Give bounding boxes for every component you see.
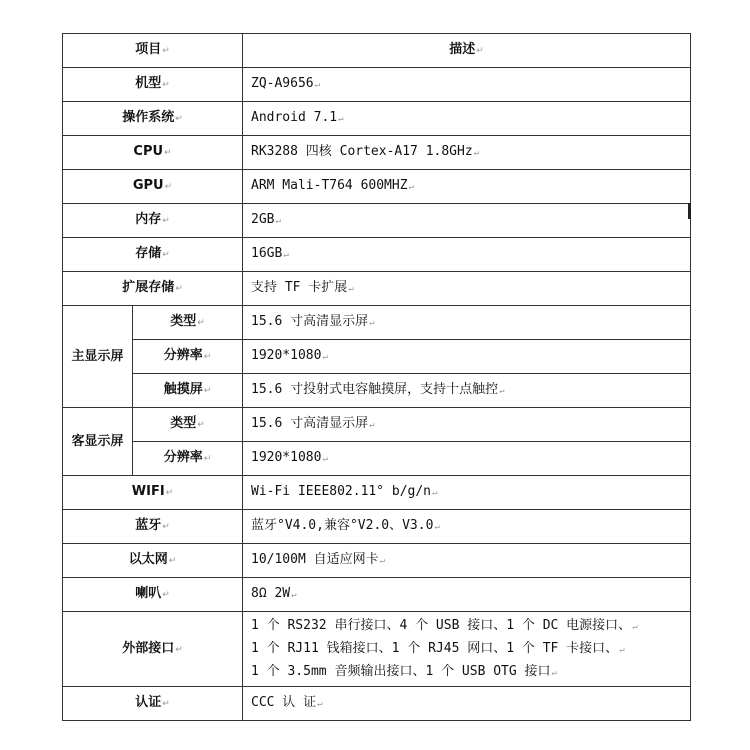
ext-storage-label: 扩展存储 (122, 280, 175, 295)
paragraph-mark-icon: ↵ (162, 216, 170, 226)
spec-table (62, 33, 691, 721)
table-row (63, 612, 691, 687)
paragraph-mark-icon: ↵ (203, 352, 212, 362)
main-display-label: 主显示屏 (71, 348, 124, 364)
table-row (63, 687, 691, 721)
row-value (243, 306, 691, 340)
cpu-label: CPU (133, 144, 164, 159)
table-row (63, 510, 691, 544)
paragraph-mark-icon: ↵ (619, 644, 625, 655)
storage-value: 16GB (251, 246, 283, 261)
row-value (243, 272, 691, 306)
ports-label: 外部接口 (122, 640, 175, 656)
ext-storage-value: 支持 TF 卡扩展 (251, 280, 348, 295)
ethernet-value: 10/100M 自适应网卡 (251, 552, 379, 567)
row-value (243, 170, 691, 204)
row-label (63, 578, 243, 612)
paragraph-mark-icon: ↵ (164, 148, 172, 158)
table-row (63, 544, 691, 578)
paragraph-mark-icon: ↵ (165, 488, 174, 498)
table-resize-handle (688, 203, 691, 219)
speaker-value: 8Ω 2W (251, 586, 291, 601)
paragraph-mark-icon: ↵ (473, 148, 480, 158)
wifi-label: WIFI (131, 484, 165, 499)
table-row (63, 442, 691, 476)
table-row (63, 136, 691, 170)
row-value (243, 687, 691, 721)
paragraph-mark-icon: ↵ (162, 250, 170, 260)
paragraph-mark-icon: ↵ (551, 667, 557, 678)
main-display-touch-value: 15.6 寸投射式电容触摸屏，支持十点触控 (251, 382, 499, 397)
ports-line (251, 638, 690, 661)
row-label (63, 170, 243, 204)
paragraph-mark-icon: ↵ (434, 522, 440, 532)
table-header-row (63, 34, 691, 68)
guest-display-type-label: 类型 (170, 416, 197, 431)
sub-label (133, 442, 243, 476)
row-value (243, 102, 691, 136)
paragraph-mark-icon: ↵ (175, 644, 183, 655)
certification-label: 认证 (135, 695, 162, 710)
sub-label (133, 374, 243, 408)
paragraph-mark-icon: ↵ (168, 556, 177, 566)
row-value (243, 578, 691, 612)
table-row (63, 68, 691, 102)
ports-line (251, 615, 690, 638)
table-row (63, 374, 691, 408)
guest-display-type-value: 15.6 寸高清显示屏 (251, 416, 369, 431)
storage-label: 存储 (135, 246, 162, 261)
ethernet-label: 以太网 (128, 552, 168, 567)
paragraph-mark-icon: ↵ (476, 46, 484, 56)
paragraph-mark-icon: ↵ (162, 699, 170, 709)
paragraph-mark-icon: ↵ (322, 454, 328, 464)
paragraph-mark-icon: ↵ (283, 250, 289, 260)
row-label (63, 272, 243, 306)
cpu-value: RK3288 四核 Cortex-A17 1.8GHz (251, 144, 473, 159)
header-item-cell (63, 34, 243, 68)
speaker-label: 喇叭 (135, 586, 162, 601)
paragraph-mark-icon: ↵ (203, 454, 212, 464)
paragraph-mark-icon: ↵ (322, 352, 328, 362)
guest-display-res-label: 分辨率 (163, 450, 203, 465)
paragraph-mark-icon: ↵ (162, 522, 170, 532)
row-value (243, 68, 691, 102)
ports-line-text: 1 个 RJ11 钱箱接口、1 个 RJ45 网口、1 个 TF 卡接口、 (251, 640, 619, 656)
main-display-type-label: 类型 (170, 314, 197, 329)
paragraph-mark-icon: ↵ (432, 488, 438, 498)
paragraph-mark-icon: ↵ (275, 216, 281, 226)
row-label (63, 476, 243, 510)
row-value (243, 374, 691, 408)
paragraph-mark-icon: ↵ (314, 80, 321, 90)
row-label (63, 612, 243, 687)
row-label (63, 102, 243, 136)
sub-label (133, 340, 243, 374)
table-row (63, 204, 691, 238)
row-label (63, 204, 243, 238)
main-display-touch-label: 触摸屏 (163, 382, 203, 397)
paragraph-mark-icon: ↵ (162, 46, 170, 56)
paragraph-mark-icon: ↵ (632, 621, 638, 632)
row-value (243, 476, 691, 510)
row-value (243, 612, 691, 687)
row-label (63, 68, 243, 102)
table-row (63, 170, 691, 204)
header-desc-label: 描述 (449, 42, 476, 57)
gpu-value: ARM Mali-T764 600MHZ (251, 178, 408, 193)
paragraph-mark-icon: ↵ (499, 386, 505, 396)
main-display-res-value: 1920*1080 (251, 348, 322, 363)
paragraph-mark-icon: ↵ (369, 420, 375, 430)
row-value (243, 544, 691, 578)
bluetooth-label: 蓝牙 (135, 518, 162, 533)
sub-label (133, 306, 243, 340)
table-row (63, 340, 691, 374)
table-row (63, 476, 691, 510)
guest-display-res-value: 1920*1080 (251, 450, 322, 465)
row-label (63, 238, 243, 272)
wifi-value: Wi-Fi IEEE802.11° b/g/n (251, 484, 432, 499)
row-label (63, 510, 243, 544)
table-row (63, 272, 691, 306)
gpu-label: GPU (132, 178, 164, 193)
row-label (63, 687, 243, 721)
paragraph-mark-icon: ↵ (291, 590, 297, 600)
paragraph-mark-icon: ↵ (197, 420, 205, 430)
table-row (63, 408, 691, 442)
row-label (63, 136, 243, 170)
os-label: 操作系统 (122, 110, 175, 125)
memory-label: 内存 (135, 212, 162, 227)
table-row (63, 578, 691, 612)
row-value (243, 340, 691, 374)
paragraph-mark-icon: ↵ (379, 556, 386, 566)
paragraph-mark-icon: ↵ (164, 182, 173, 192)
bluetooth-value: 蓝牙°V4.0,兼容°V2.0、V3.0 (251, 518, 434, 533)
paragraph-mark-icon: ↵ (348, 284, 354, 294)
model-label: 机型 (135, 76, 162, 91)
table-row (63, 306, 691, 340)
row-label (63, 544, 243, 578)
row-value (243, 408, 691, 442)
paragraph-mark-icon: ↵ (317, 699, 323, 709)
main-display-type-value: 15.6 寸高清显示屏 (251, 314, 369, 329)
table-row (63, 238, 691, 272)
paragraph-mark-icon: ↵ (338, 114, 344, 124)
paragraph-mark-icon: ↵ (408, 182, 414, 192)
header-desc-cell (243, 34, 691, 68)
ports-line-text: 1 个 3.5mm 音频输出接口、1 个 USB OTG 接口 (251, 663, 551, 679)
paragraph-mark-icon: ↵ (162, 80, 170, 90)
os-value: Android 7.1 (251, 110, 338, 125)
certification-value: CCC 认 证 (251, 695, 317, 710)
main-display-res-label: 分辨率 (163, 348, 203, 363)
row-value (243, 442, 691, 476)
paragraph-mark-icon: ↵ (369, 318, 375, 328)
header-item-label: 项目 (135, 42, 162, 57)
paragraph-mark-icon: ↵ (197, 318, 205, 328)
table-row (63, 102, 691, 136)
sub-label (133, 408, 243, 442)
group-label (63, 408, 133, 476)
row-value (243, 136, 691, 170)
ports-line-text: 1 个 RS232 串行接口、4 个 USB 接口、1 个 DC 电源接口、 (251, 617, 632, 633)
ports-line (251, 661, 690, 684)
row-value (243, 204, 691, 238)
group-label (63, 306, 133, 408)
memory-value: 2GB (251, 212, 275, 227)
paragraph-mark-icon: ↵ (175, 114, 183, 124)
model-value: ZQ-A9656 (251, 76, 314, 91)
row-value (243, 510, 691, 544)
row-value (243, 238, 691, 272)
paragraph-mark-icon: ↵ (175, 284, 183, 294)
paragraph-mark-icon: ↵ (162, 590, 170, 600)
guest-display-label: 客显示屏 (71, 433, 124, 449)
paragraph-mark-icon: ↵ (203, 386, 212, 396)
